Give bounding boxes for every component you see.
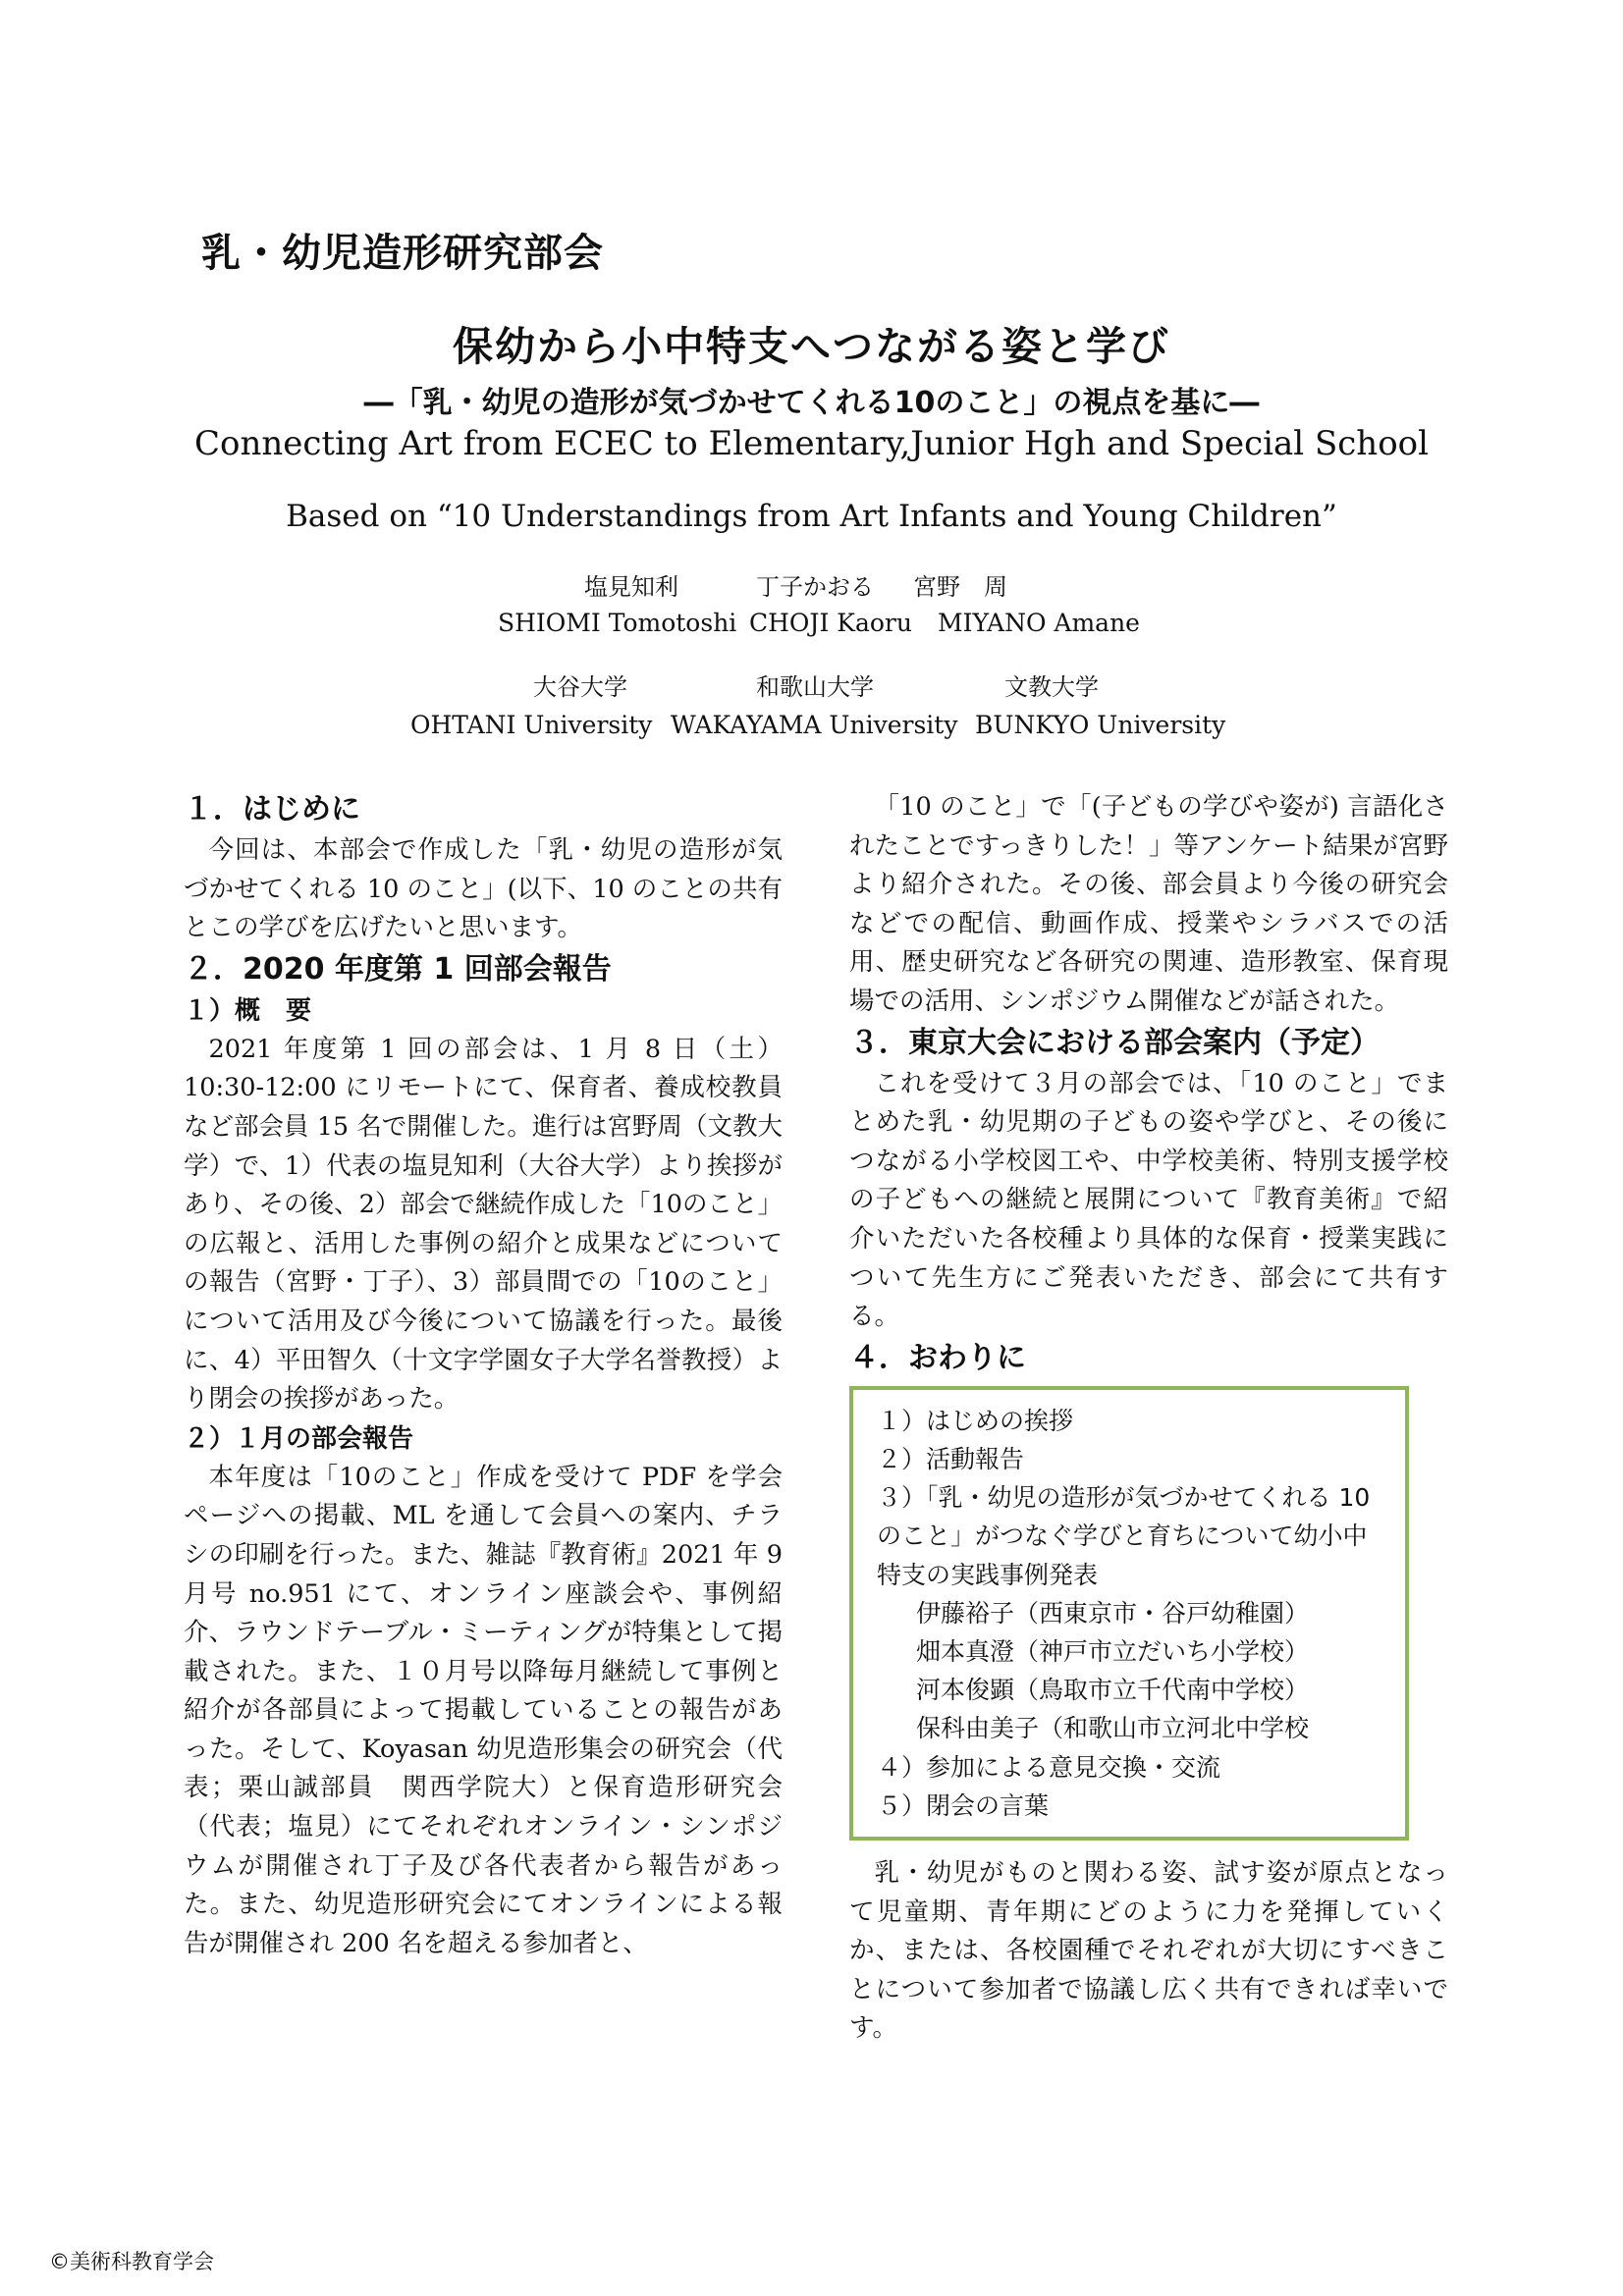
section-text-tokyo-meeting: これを受けて３月の部会では、「10 のこと」でまとめた乳・幼児期の子どもの姿や学びと、その後につながる小学校図工や、中学校美術、特別支援学校の子どもへの継続と展開について『教育美術』で紹介いただいた各校種より具体的な保育・授業実践について先生方にご発表いただき、部会にて共有する。 xyxy=(849,1068,1448,1332)
subsection-text-january: 本年度は「10のこと」作成を受けて PDF を学会ページへの掲載、ML を通して会員への案内、チラシの印刷を行った。また、雑誌『教育術』2021 年 9 月号 no.951 にて、オンライン座談会や、事例紹介、ラウンドテーブル・ミーティングが特集として掲載された。また、１０月号以降毎月継続して事例と紹介が各部員によって掲載していることの報告があった。そして、Koyasan 幼児造形集会の研究会（代表；栗山誠部員 関西学院大）と保育造形研究会（代表；塩見）にてそれぞれオンライン・シンポジウムが開催され丁子及び各代表者から報告があった。また、幼児造形研究会にてオンラインによる報告が開催され 200 名を超える参加者と、 xyxy=(184,1462,783,1958)
author-name-en: MIYANO Amane xyxy=(938,609,1140,637)
subsection-heading-january: ２）１月の部会報告 xyxy=(184,1423,414,1454)
subsection-text-overview: 2021 年度第 1 回の部会は、1 月 8 日（土）10:30-12:00 にリモートにて、保育者、養成校教員など部会員 15 名で開催した。進行は宮野周（文教大学）で、1）代表の塩見知利（大谷大学）より挨拶があり、その後、2）部会で継続作成した「10のこと」の広報と、活用した事例の紹介と成果などについての報告（宮野・丁子）、3）部員間での「10のこと」について活用及び今後について協議を行った。最後に、4）平田智久（十文字学園女子大学名誉教授）より閉会の挨拶があった。 xyxy=(184,1034,783,1415)
section-heading-introduction: １．はじめに xyxy=(184,792,360,827)
department-heading: 乳・幼児造形研究部会 xyxy=(201,231,604,276)
paper-subtitle-english: Based on “10 Understandings from Art Infants and Young Children” xyxy=(286,499,1337,534)
affiliation-en: OHTANI University xyxy=(410,711,653,739)
left-column xyxy=(184,788,783,1963)
section-heading-closing: ４．おわりに xyxy=(849,1340,1026,1375)
presenter-item: 畑本真澄（神戸市立だいち小学校） xyxy=(916,1636,1310,1666)
program-item: １）はじめの挨拶 xyxy=(877,1406,1074,1435)
program-box xyxy=(849,1386,1409,1841)
affiliation-jp: 大谷大学 xyxy=(533,673,627,701)
presenter-item: 河本俊顕（鳥取市立千代南中学校） xyxy=(916,1676,1310,1705)
affiliation-jp: 文教大学 xyxy=(1004,673,1099,701)
paper-title-english: Connecting Art from ECEC to Elementary,Junior Hgh and Special School xyxy=(193,424,1430,463)
program-item: ３）「乳・幼児の造形が気づかせてくれる 10 のこと」がつなぐ学びと育ちについて幼小中特支の実践事例発表 xyxy=(877,1483,1371,1589)
section-text-introduction: 今回は、本部会で作成した「乳・幼児の造形が気づかせてくれる 10 のこと」(以下、10 のことの共有とこの学びを広げたいと思います。 xyxy=(184,835,783,943)
author-name-jp: 塩見知利 xyxy=(584,573,678,601)
section-heading-report: ２．2020 年度第 1 回部会報告 xyxy=(184,951,612,987)
paper-title: 保幼から小中特支へつながる姿と学び xyxy=(453,323,1170,370)
affiliation-en: BUNKYO University xyxy=(975,711,1226,739)
copyright-footer: ©美術科教育学会 xyxy=(49,2250,214,2273)
author-name-jp: 丁子かおる xyxy=(756,573,874,601)
program-item: ２）活動報告 xyxy=(877,1444,1025,1473)
author-name-jp: 宮野 周 xyxy=(913,573,1007,601)
continued-text: 「10 のこと」で「(子どもの学びや姿が) 言語化されたことですっきりした！」等アンケート結果が宮野より紹介された。その後、部会員より今後の研究会などでの配信、動画作成、授業やシラバスでの活用、歴史研究など各研究の関連、造形教室、保育現場での活用、シンポジウム開催などが話された。 xyxy=(849,792,1448,1016)
author-name-en: CHOJI Kaoru xyxy=(749,609,912,637)
section-heading-tokyo-meeting: ３．東京大会における部会案内（予定） xyxy=(849,1025,1380,1060)
affiliation-en: WAKAYAMA University xyxy=(671,711,958,739)
paper-subtitle: ―「乳・幼児の造形が気づかせてくれる10のこと」の視点を基に― xyxy=(363,386,1260,420)
presenter-item: 保科由美子（和歌山市立河北中学校 xyxy=(916,1714,1310,1743)
right-column xyxy=(849,788,1448,2049)
subsection-heading-overview: １）概 要 xyxy=(184,995,312,1026)
program-item: ５）閉会の言葉 xyxy=(877,1790,1050,1820)
presenter-item: 伊藤裕子（西東京市・谷戸幼稚園） xyxy=(916,1598,1310,1628)
program-item: ４）参加による意見交換・交流 xyxy=(877,1752,1221,1782)
affiliation-jp: 和歌山大学 xyxy=(756,673,874,701)
closing-text: 乳・幼児がものと関わる姿、試す姿が原点となって児童期、青年期にどのように力を発揮していくか、または、各校園種でそれぞれが大切にすべきことについて参加者で協議し広く共有できれば幸いです。 xyxy=(849,1857,1448,2044)
author-name-en: SHIOMI Tomotoshi xyxy=(498,609,737,637)
